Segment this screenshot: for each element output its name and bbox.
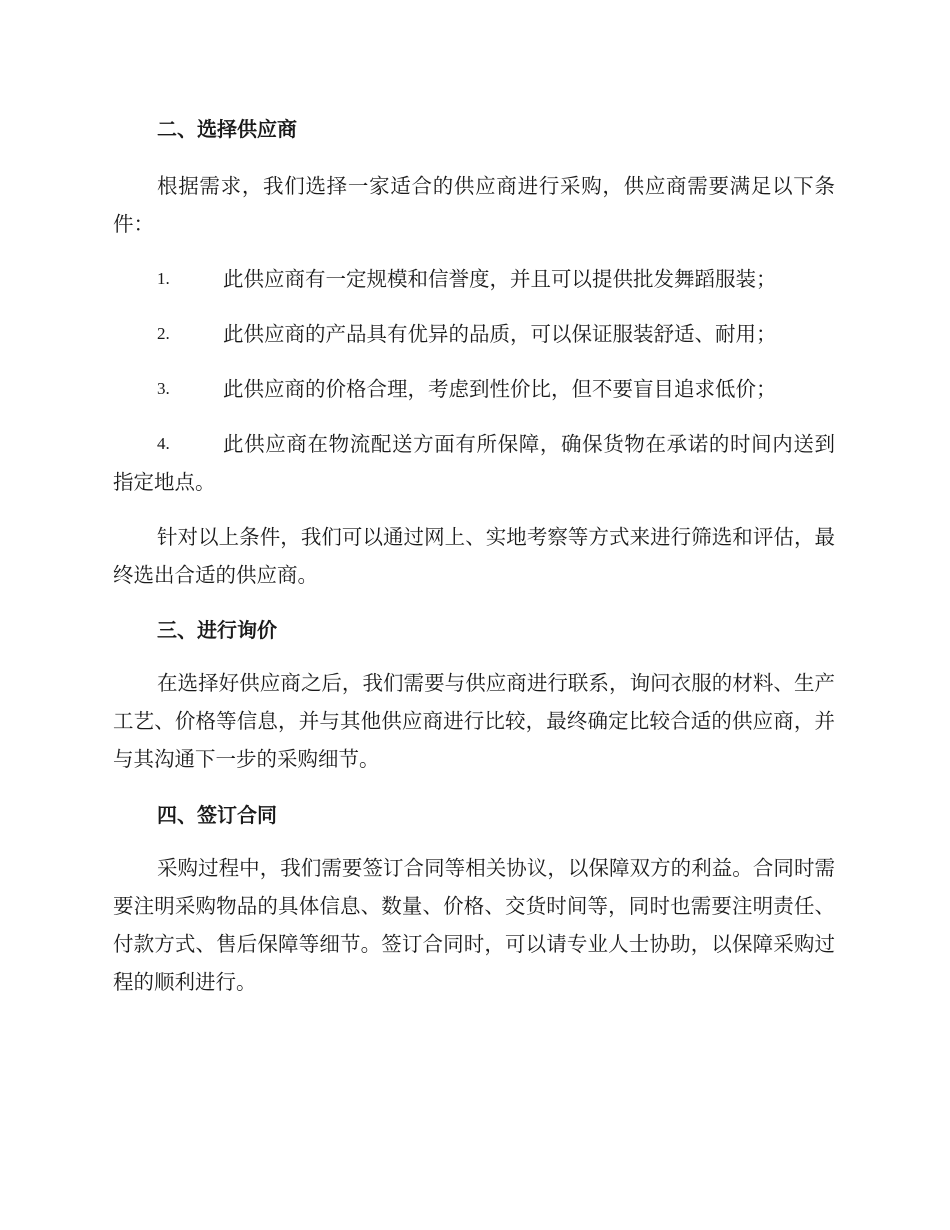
list-item [113,425,835,501]
document-page [113,108,835,1001]
list-item-number: 3. [157,379,170,398]
section-heading-sign-contract: 四、签订合同 [157,803,277,827]
list-item-number: 4. [157,434,170,453]
section-closing-paragraph: 针对以上条件，我们可以通过网上、实地考察等方式来进行筛选和评估，最终选出合适的供应商。 [113,525,835,587]
section-body-paragraph: 采购过程中，我们需要签订合同等相关协议，以保障双方的利益。合同时需要注明采购物品的具体信息、数量、价格、交货时间等，同时也需要注明责任、付款方式、售后保障等细节。签订合同时，可以请专业人士协助，以保障采购过程的顺利进行。 [113,856,835,994]
section-intro-paragraph: 根据需求，我们选择一家适合的供应商进行采购，供应商需要满足以下条件： [113,174,835,236]
section-heading-select-supplier: 二、选择供应商 [157,117,297,141]
list-item-text: 此供应商在物流配送方面有所保障，确保货物在承诺的时间内送到指定地点。 [113,432,835,494]
section-heading-inquiry: 三、进行询价 [157,618,277,642]
list-item [113,370,835,408]
list-item-number: 1. [157,269,170,288]
list-item [113,260,835,298]
list-item-text: 此供应商的价格合理，考虑到性价比，但不要盲目追求低价； [223,377,777,401]
list-item-text: 此供应商有一定规模和信誉度，并且可以提供批发舞蹈服装； [223,267,777,291]
list-item-text: 此供应商的产品具有优异的品质，可以保证服装舒适、耐用； [223,322,777,346]
list-item [113,315,835,353]
section-body-paragraph: 在选择好供应商之后，我们需要与供应商进行联系，询问衣服的材料、生产工艺、价格等信息，并与其他供应商进行比较，最终确定比较合适的供应商，并与其沟通下一步的采购细节。 [113,671,835,771]
list-item-number: 2. [157,324,170,343]
